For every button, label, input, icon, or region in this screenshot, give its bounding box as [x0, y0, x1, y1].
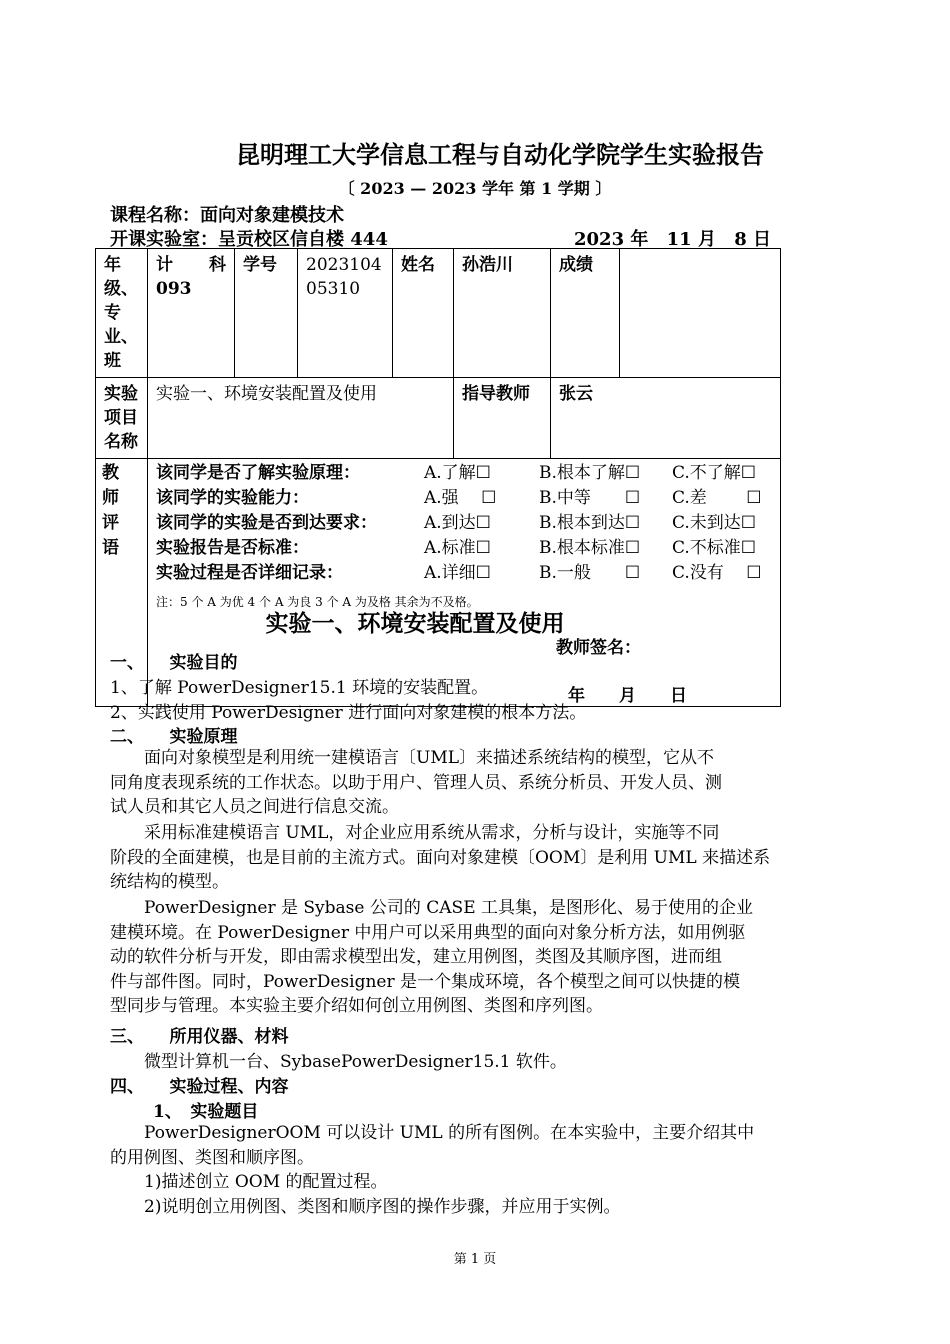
eval-label: 教师评语 [96, 459, 148, 707]
heading-topic: 1、 实验题目 [153, 1102, 259, 1122]
eval-option-a[interactable]: A.强 ☐ [424, 488, 497, 508]
teacher-label: 指导教师 [454, 378, 551, 459]
score-value [620, 249, 781, 378]
eval-option-b[interactable]: B.根本标准☐ [539, 538, 641, 558]
eval-option-c[interactable]: C.差 ☐ [672, 488, 762, 508]
date-day: 8 日 [734, 229, 772, 250]
eval-question: 实验报告是否标准： [156, 538, 309, 558]
student-id-value: 2023104 05310 [298, 249, 393, 378]
eval-question: 该同学的实验是否到达要求： [156, 513, 377, 533]
teacher-value: 张云 [551, 378, 781, 459]
eval-block [148, 459, 781, 707]
project-label: 实验项目名称 [96, 378, 148, 459]
principle-paragraph-3: PowerDesigner 是 Sybase 公司的 CASE 工具集，是图形化、易于使用的企业 建模环境。在 PowerDesigner 中用户可以采用典型的面向对象分析方法，如用例驱 动的软件分析与开发，即由需求模型出发，建立用例图，类图及其顺序图，进而组 件与部件图。同时，PowerDesigner 是一个集成环境，各个模型之间可以快捷的模 型同步与管理。本实验主要介绍如何创立用例图、类图和序列图。 [110, 898, 754, 1016]
eval-option-a[interactable]: A.了解☐ [424, 463, 491, 483]
student-id-label: 学号 [235, 249, 298, 378]
eval-option-a[interactable]: A.到达☐ [424, 513, 491, 533]
eval-option-a[interactable]: A.标准☐ [424, 538, 491, 558]
teacher-signature-label: 教师签名： [556, 638, 641, 658]
course-name: 课程名称：面向对象建模技术 [110, 205, 344, 226]
name-value: 孙浩川 [454, 249, 551, 378]
date-month: 11 月 [666, 229, 716, 250]
eval-option-c[interactable]: C.不了解☐ [672, 463, 757, 483]
eval-option-b[interactable]: B.中等 ☐ [539, 488, 641, 508]
materials-text: 微型计算机一台、SybasePowerDesigner15.1 软件。 [144, 1052, 567, 1072]
lab-room: 开课实验室：呈贡校区信自楼 444 [110, 229, 388, 250]
purpose-item-2: 2、实践使用 PowerDesigner 进行面向对象建模的根本方法。 [110, 703, 587, 723]
principle-paragraph-1: 面向对象模型是利用统一建模语言〔UML〕来描述系统结构的模型，它从不 同角度表现系统的工作状态。以助于用户、管理人员、系统分析员、开发人员、测 试人员和其它人员之间进行信息交流。 [110, 748, 722, 817]
eval-question: 实验过程是否详细记录： [156, 563, 343, 583]
grade-value: 计 科 093 [148, 249, 235, 378]
eval-grid [156, 461, 772, 586]
eval-option-c[interactable]: C.不标准☐ [672, 538, 757, 558]
eval-option-b[interactable]: B.根本到达☐ [539, 513, 641, 533]
eval-question: 该同学是否了解实验原理： [156, 463, 360, 483]
section-title: 实验一、环境安装配置及使用 [265, 610, 565, 637]
heading-principle: 二、 实验原理 [110, 727, 238, 747]
grade-label: 年级、专业、班 [96, 249, 148, 378]
date-year: 2023 年 [574, 229, 649, 250]
name-label: 姓名 [393, 249, 454, 378]
eval-option-a[interactable]: A.详细☐ [424, 563, 491, 583]
eval-option-b[interactable]: B.一般 ☐ [539, 563, 641, 583]
principle-paragraph-2: 采用标准建模语言 UML，对企业应用系统从需求，分析与设计，实施等不同 阶段的全面建模，也是目前的主流方式。面向对象建模〔OOM〕是利用 UML 来描述系 统结构的模型。 [110, 823, 771, 892]
purpose-item-1: 1、了解 PowerDesigner15.1 环境的安装配置。 [110, 678, 489, 698]
eval-question: 该同学的实验能力： [156, 488, 309, 508]
heading-purpose: 一、 实验目的 [110, 653, 238, 673]
eval-option-c[interactable]: C.未到达☐ [672, 513, 757, 533]
score-label: 成绩 [551, 249, 620, 378]
report-info-table [95, 248, 781, 707]
eval-option-b[interactable]: B.根本了解☐ [539, 463, 641, 483]
topic-paragraph: PowerDesignerOOM 可以设计 UML 的所有图例。在本实验中，主要介绍其中 的用例图、类图和顺序图。 1)描述创立 OOM 的配置过程。 2)说明创立用例图、类图和顺序图的操作步骤，并应用于实例。 [110, 1123, 755, 1217]
term-line: 〔 2023 — 2023 学年 第 1 学期 〕 [338, 179, 612, 198]
signature-date: 年 月 日 [568, 686, 687, 706]
report-title: 昆明理工大学信息工程与自动化学院学生实验报告 [236, 140, 764, 169]
grading-note: 注：5 个 A 为优 4 个 A 为良 3 个 A 为及格 其余为不及格。 [156, 595, 479, 609]
eval-option-c[interactable]: C.没有 ☐ [672, 563, 762, 583]
heading-materials: 三、 所用仪器、材料 [110, 1027, 289, 1047]
heading-process: 四、 实验过程、内容 [110, 1077, 289, 1097]
page-number: 第 1 页 [453, 1252, 497, 1267]
project-value: 实验一、环境安装配置及使用 [148, 378, 454, 459]
